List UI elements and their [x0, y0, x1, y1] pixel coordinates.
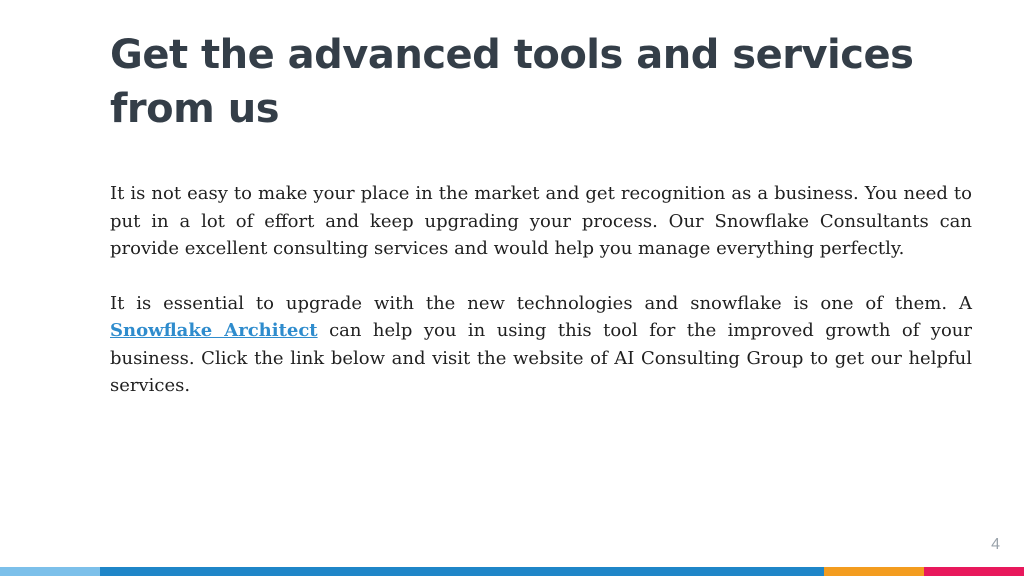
- footer-color-bar: [0, 567, 1024, 576]
- page-number: 4: [991, 536, 1000, 553]
- paragraph-2-intro: It is essential to upgrade with the new technologies and snowflake is one of them. A: [110, 292, 972, 314]
- paragraph-2-rest: can help you in using this tool for the improved growth of your business. Click the link below and visit the website of AI Consulting Group to get our helpful services.: [110, 320, 973, 396]
- paragraph-2: [110, 290, 972, 400]
- slide-title: Get the advanced tools and services from us: [110, 32, 914, 132]
- footer-segment-blue: [100, 567, 824, 576]
- paragraph-1: It is not easy to make your place in the market and get recognition as a business. You need to put in a lot of effort and keep upgrading your process. Our Snowflake Consultants can provide excellent consulting services and would help you manage everything perfectly.: [110, 183, 972, 259]
- footer-segment-light-blue: [0, 567, 100, 576]
- footer-segment-pink: [924, 567, 1024, 576]
- footer-segment-orange: [824, 567, 924, 576]
- snowflake-architect-link[interactable]: Snowflake Architect: [110, 320, 318, 341]
- slide-body: [110, 180, 972, 427]
